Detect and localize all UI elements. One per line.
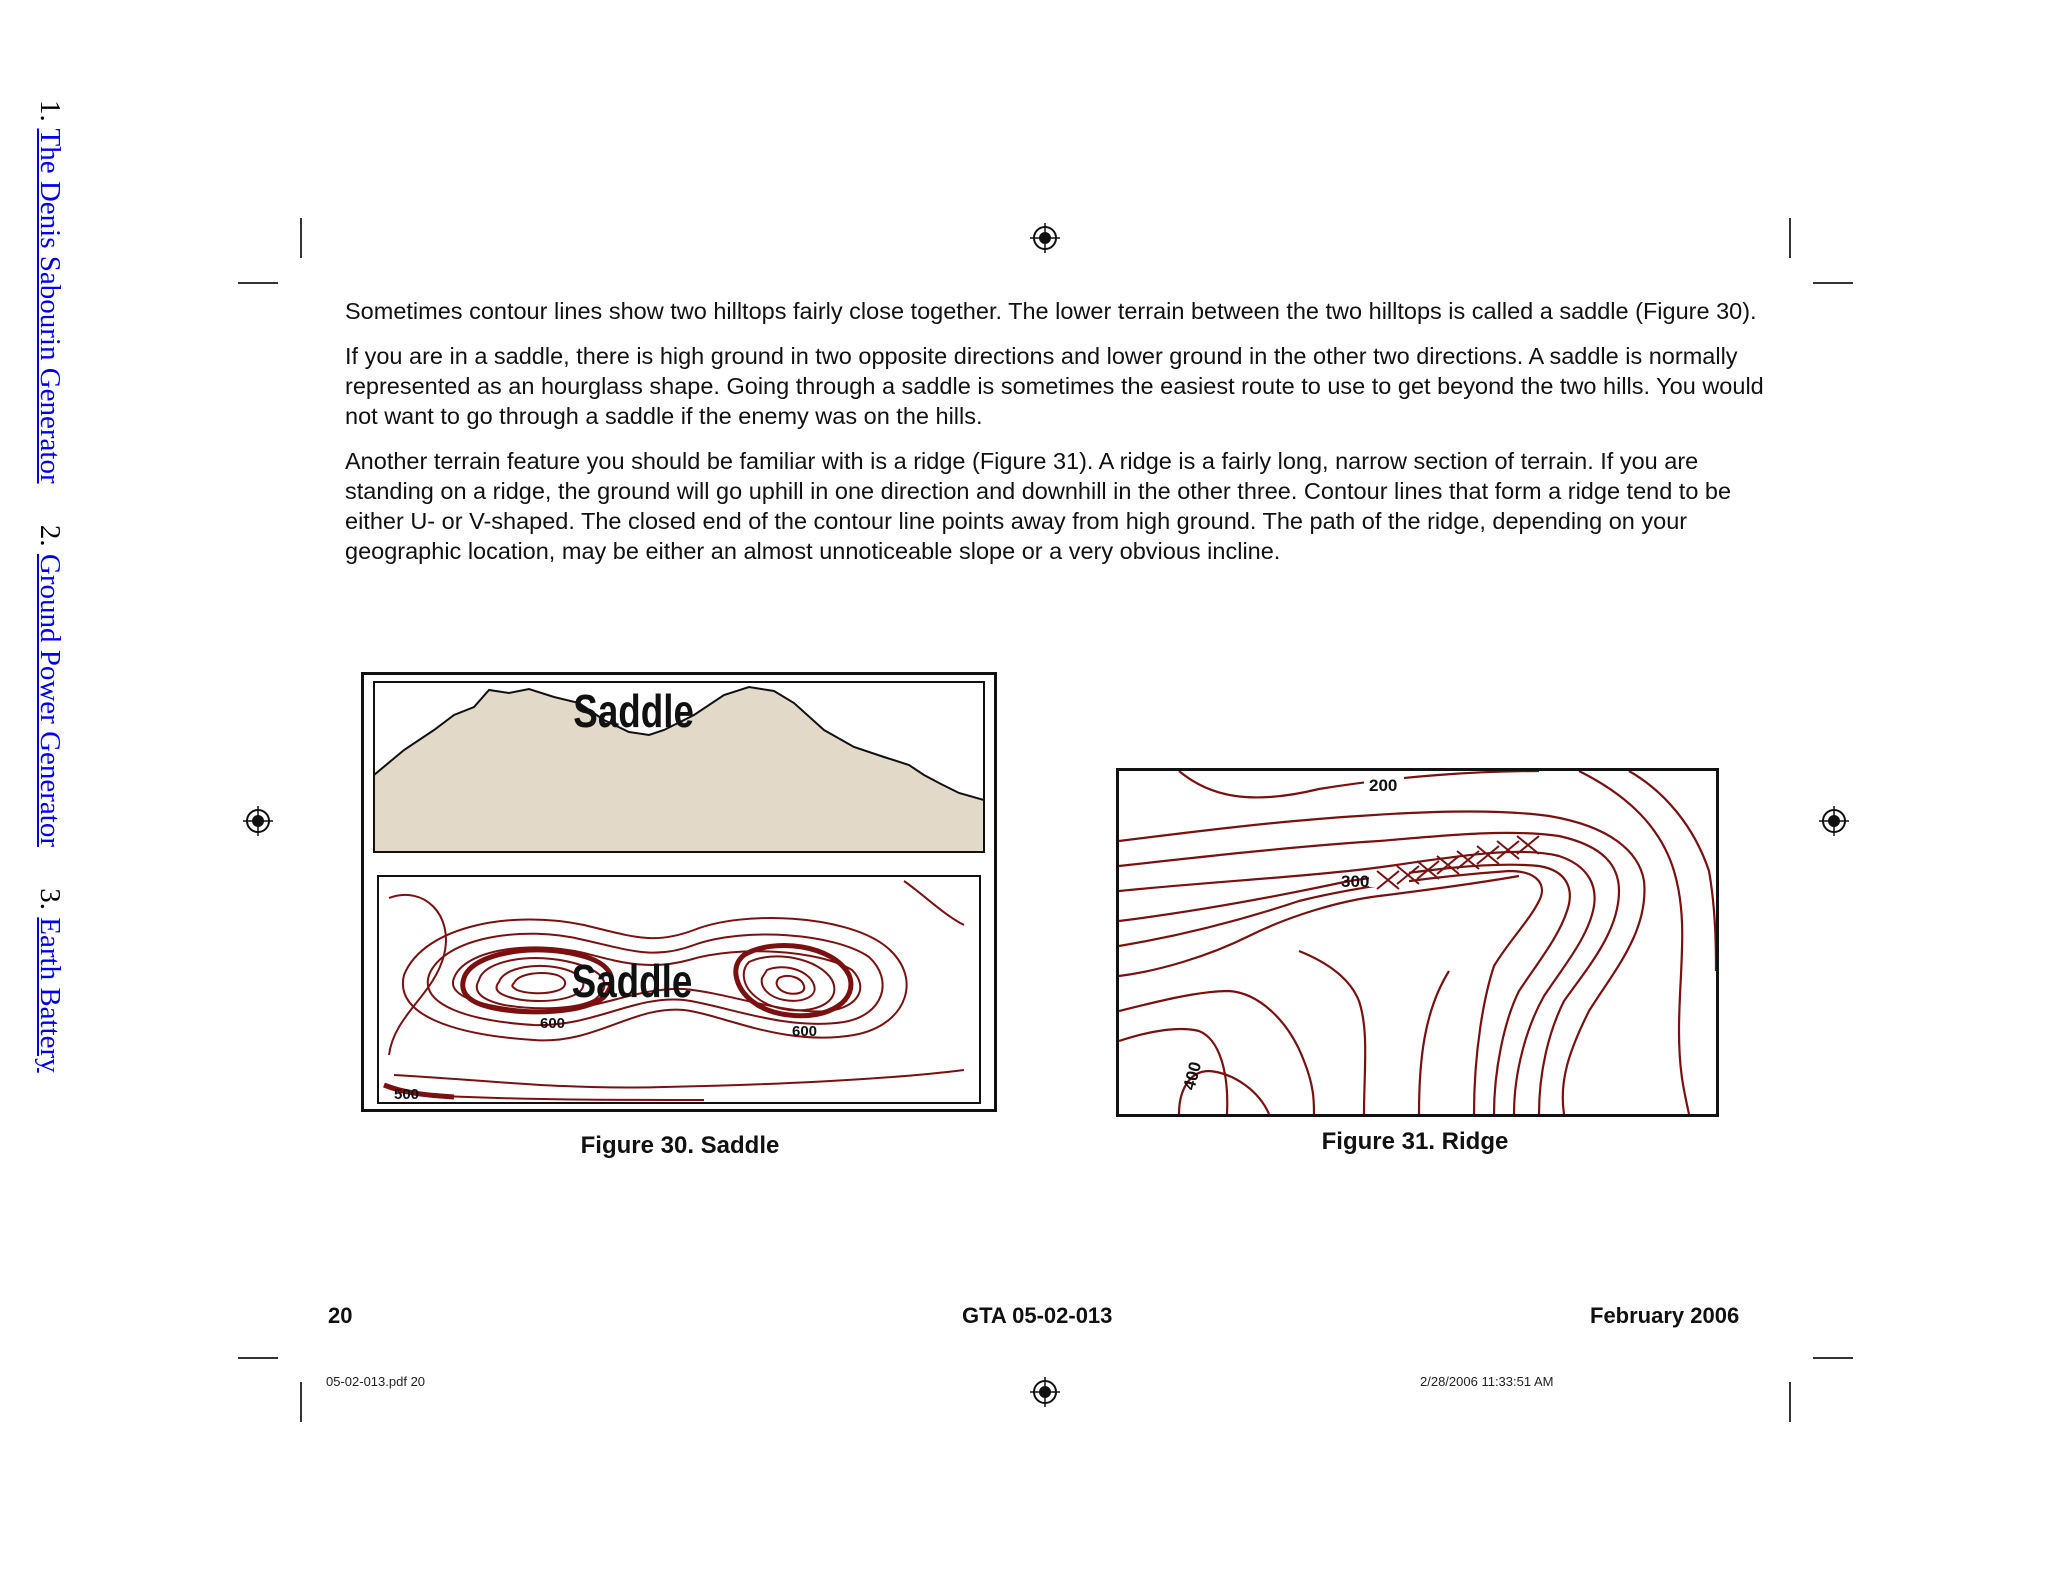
- side-nav-number: 2.: [34, 524, 66, 547]
- crop-mark: [238, 282, 278, 284]
- contour-label-300: 300: [1341, 872, 1370, 891]
- crop-mark: [1789, 218, 1791, 258]
- figure-30-caption: Figure 30. Saddle: [580, 1132, 780, 1159]
- page-number: 20: [328, 1303, 353, 1328]
- registration-mark-icon: [1030, 1377, 1060, 1407]
- crop-mark: [300, 1382, 302, 1422]
- side-nav-link-ground-power-generator[interactable]: Ground Power Generator: [34, 553, 66, 848]
- crop-mark: [1813, 1357, 1853, 1359]
- figure-30-illustration: [364, 675, 994, 1109]
- slug-file: 05-02-013.pdf 20: [326, 1374, 426, 1389]
- side-nav-item-1[interactable]: [34, 100, 66, 484]
- crop-mark: [1789, 1382, 1791, 1422]
- crop-mark: [238, 1357, 278, 1359]
- contour-label-200: 200: [1369, 776, 1398, 795]
- figure-31-illustration: [1119, 771, 1716, 1114]
- footer-date: February 2006: [1590, 1303, 1740, 1328]
- body-text: [345, 296, 1765, 581]
- map-saddle-label: Saddle: [571, 955, 693, 1007]
- ridge-contours: [1119, 771, 1716, 1114]
- registration-mark-icon: [1030, 223, 1060, 253]
- side-nav-link-earth-battery[interactable]: Earth Battery: [34, 917, 66, 1073]
- contour-label-600-left: 600: [540, 1015, 566, 1032]
- side-nav: [26, 100, 66, 1180]
- paragraph-saddle-intro: Sometimes contour lines show two hilltops fairly close together. The lower terrain between the two hilltops is called a saddle (Figure 30).: [345, 298, 1757, 324]
- ridgeline-hatch: [1377, 836, 1539, 889]
- side-nav-number: 1.: [34, 100, 66, 122]
- contour-label-600-right: 600: [792, 1023, 818, 1040]
- side-nav-item-2[interactable]: [34, 525, 66, 847]
- figure-30-saddle: [361, 672, 997, 1112]
- crop-mark: [300, 218, 302, 258]
- side-nav-link-denis-sabourin-generator[interactable]: The Denis Sabourin Generator: [34, 128, 66, 484]
- side-nav-number: 3.: [34, 888, 66, 911]
- contour-label-500: 500: [394, 1086, 420, 1103]
- registration-mark-icon: [1819, 806, 1849, 836]
- profile-saddle-label: Saddle: [573, 685, 694, 737]
- figure-31-caption: Figure 31. Ridge: [1321, 1128, 1509, 1155]
- registration-mark-icon: [243, 806, 273, 836]
- figure-31-ridge: [1116, 768, 1719, 1117]
- crop-mark: [1813, 282, 1853, 284]
- contour-label-400: 400: [1179, 1059, 1206, 1093]
- side-nav-item-3[interactable]: [34, 888, 66, 1072]
- slug-timestamp: 2/28/2006 11:33:51 AM: [1420, 1374, 1554, 1389]
- document-id: GTA 05-02-013: [962, 1303, 1113, 1328]
- paragraph-saddle-detail: If you are in a saddle, there is high ground in two opposite directions and lower ground in the other two directions. A saddle is normally represented as an hourglass shape. Going through a saddle is sometimes the easiest route to use to get beyond the two hills. You would not want to go through a saddle if the enemy was on the hills.: [345, 343, 1764, 429]
- paragraph-ridge: Another terrain feature you should be familiar with is a ridge (Figure 31). A ridge is a fairly long, narrow section of terrain. If you are standing on a ridge, the ground will go uphill in one direction and downhill in the other three. Contour lines that form a ridge tend to be either U- or V-shaped. The closed end of the contour line points away from high ground. The path of the ridge, depending on your geographic location, may be either an almost unnoticeable slope or a very obvious incline.: [345, 448, 1732, 564]
